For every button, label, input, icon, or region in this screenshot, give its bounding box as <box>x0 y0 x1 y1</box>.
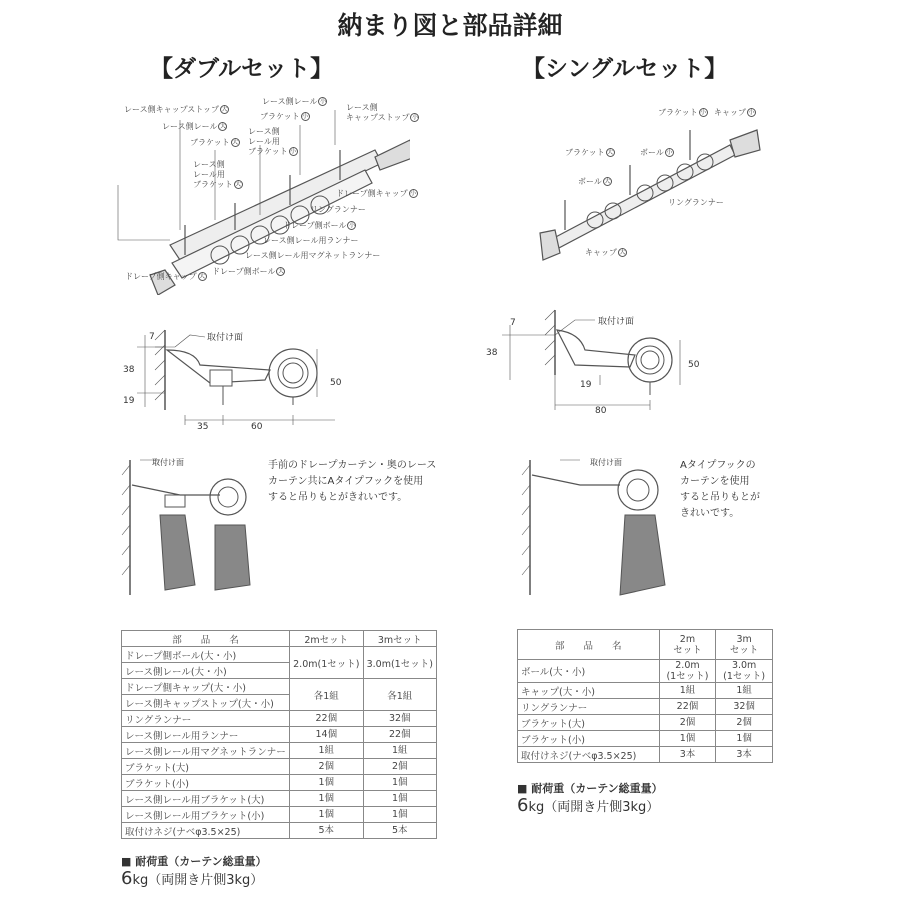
svg-text:7: 7 <box>510 318 516 328</box>
qty-3m: 5本 <box>363 823 436 839</box>
svg-text:60: 60 <box>251 422 263 432</box>
qty-3m: 22個 <box>363 727 436 743</box>
label-lace-cap-stop-large: レース側キャップストップ 大 <box>124 105 228 114</box>
table-row <box>518 731 773 747</box>
label-bracket-small: ブラケット 小 <box>260 112 309 121</box>
header-part-name: 部 品 名 <box>122 631 290 647</box>
table-row <box>122 647 437 663</box>
single-set-heading: 【シングルセット】 <box>522 56 728 82</box>
double-hook-diagram <box>120 455 265 605</box>
svg-text:取付け面: 取付け面 <box>152 458 184 467</box>
label-lace-runner: レース側レール用ランナー <box>263 236 359 245</box>
table-row <box>518 715 773 731</box>
table-row <box>518 747 773 763</box>
qty-2m: 各1組 <box>290 679 363 711</box>
table-header-row <box>518 630 773 660</box>
qty-3m: 32個 <box>716 699 773 715</box>
part-name: ブラケット(小) <box>518 731 660 747</box>
qty-2m: 1個 <box>659 731 716 747</box>
label-cap-large: キャップ 大 <box>585 248 626 257</box>
qty-3m: 1個 <box>363 775 436 791</box>
part-name: ドレープ側キャップ(大・小) <box>122 679 290 695</box>
double-hook-note: 手前のドレープカーテン・奥のレース カーテン共にAタイプフックを使用 すると吊りもとがきれいです。 <box>268 460 437 503</box>
label-lace-rail-small: レース側レール 小 <box>262 97 326 106</box>
label-lace-rail-large: レース側レール 大 <box>162 122 226 131</box>
table-row <box>122 759 437 775</box>
label-pole-large: ボール 大 <box>578 177 611 186</box>
table-row <box>122 679 437 695</box>
double-set-heading: 【ダブルセット】 <box>150 56 334 82</box>
double-parts-table <box>121 630 437 839</box>
part-name: レース側レール用ブラケット(小) <box>122 807 290 823</box>
part-name: ブラケット(小) <box>122 775 290 791</box>
qty-3m: 1個 <box>363 807 436 823</box>
qty-2m: 14個 <box>290 727 363 743</box>
part-name: レース側キャップストップ(大・小) <box>122 695 290 711</box>
header-3m: 3mセット <box>363 631 436 647</box>
header-3m: 3m セット <box>716 630 773 660</box>
qty-2m: 5本 <box>290 823 363 839</box>
qty-3m: 3本 <box>716 747 773 763</box>
table-row <box>122 807 437 823</box>
part-name: 取付けネジ(ナベφ3.5×25) <box>122 823 290 839</box>
table-row <box>122 775 437 791</box>
part-name: レース側レール(大・小) <box>122 663 290 679</box>
svg-text:7: 7 <box>149 332 155 342</box>
svg-text:35: 35 <box>197 422 209 432</box>
label-cap-small: キャップ 小 <box>714 108 755 117</box>
single-hook-diagram <box>520 455 670 605</box>
part-name: リングランナー <box>518 699 660 715</box>
part-name: ブラケット(大) <box>518 715 660 731</box>
label-drape-cap-large: ドレープ側キャップ 大 <box>125 272 206 281</box>
table-row <box>122 727 437 743</box>
qty-2m: 2個 <box>659 715 716 731</box>
label-lace-bracket-large: レース側 レール用 ブラケット 大 <box>193 160 242 189</box>
part-name: リングランナー <box>122 711 290 727</box>
label-pole-small: ボール 小 <box>640 148 673 157</box>
label-ring-runner: リングランナー <box>668 198 724 207</box>
svg-text:50: 50 <box>330 378 342 388</box>
qty-2m: 2.0m (1セット) <box>659 660 716 683</box>
double-dimension-diagram <box>115 325 355 435</box>
qty-2m: 1個 <box>290 791 363 807</box>
double-weight-value: 6kg（両開き片側3kg） <box>121 868 264 889</box>
table-header-row <box>122 631 437 647</box>
label-drape-cap-small: ドレープ側キャップ 小 <box>336 189 417 198</box>
qty-2m: 3本 <box>659 747 716 763</box>
double-weight-heading: ■ 耐荷重（カーテン総重量） <box>121 855 267 868</box>
qty-2m: 2個 <box>290 759 363 775</box>
qty-3m: 1個 <box>716 731 773 747</box>
header-2m: 2mセット <box>290 631 363 647</box>
qty-3m: 2個 <box>363 759 436 775</box>
label-drape-pole-large: ドレープ側ボール 大 <box>212 267 284 276</box>
part-name: レース側レール用ランナー <box>122 727 290 743</box>
label-bracket-large: ブラケット 大 <box>565 148 614 157</box>
svg-text:取付け面: 取付け面 <box>590 458 622 467</box>
page-title: 納まり図と部品詳細 <box>337 11 563 40</box>
qty-3m: 1組 <box>716 683 773 699</box>
part-name: ボール(大・小) <box>518 660 660 683</box>
qty-2m: 1個 <box>290 775 363 791</box>
part-name: ブラケット(大) <box>122 759 290 775</box>
table-row <box>122 791 437 807</box>
table-row <box>518 683 773 699</box>
table-row <box>122 823 437 839</box>
qty-3m: 1個 <box>363 791 436 807</box>
svg-text:80: 80 <box>595 406 607 415</box>
qty-3m: 2個 <box>716 715 773 731</box>
svg-text:19: 19 <box>123 396 135 406</box>
qty-2m: 22個 <box>659 699 716 715</box>
label-bracket-large: ブラケット 大 <box>190 138 239 147</box>
part-name: レース側レール用マグネットランナー <box>122 743 290 759</box>
single-hook-note: Aタイプフックの カーテンを使用 すると吊りもとが きれいです。 <box>680 460 760 519</box>
label-lace-cap-stop-small: レース側 キャップストップ 小 <box>346 103 418 122</box>
label-ring-runner: リングランナー <box>310 205 366 214</box>
part-name: キャップ(大・小) <box>518 683 660 699</box>
part-name: 取付けネジ(ナベφ3.5×25) <box>518 747 660 763</box>
single-dimension-diagram <box>480 305 720 415</box>
qty-2m: 22個 <box>290 711 363 727</box>
header-2m: 2m セット <box>659 630 716 660</box>
qty-3m: 各1組 <box>363 679 436 711</box>
label-lace-bracket-small: レース側 レール用 ブラケット 小 <box>248 127 297 156</box>
label-magnet-runner: レース側レール用マグネットランナー <box>245 251 381 260</box>
table-row <box>518 660 773 683</box>
single-weight-heading: ■ 耐荷重（カーテン総重量） <box>517 782 663 795</box>
label-drape-pole-small: ドレープ側ボール 小 <box>283 221 355 230</box>
svg-text:38: 38 <box>486 348 498 358</box>
header-part-name: 部 品 名 <box>518 630 660 660</box>
svg-text:38: 38 <box>123 365 135 375</box>
svg-text:取付け面: 取付け面 <box>207 333 244 343</box>
single-parts-table <box>517 629 773 763</box>
qty-3m: 3.0m(1セット) <box>363 647 436 679</box>
table-row <box>122 743 437 759</box>
label-bracket-small: ブラケット 小 <box>658 108 707 117</box>
part-name: ドレープ側ボール(大・小) <box>122 647 290 663</box>
svg-text:取付け面: 取付け面 <box>598 317 635 327</box>
table-row <box>518 699 773 715</box>
qty-3m: 32個 <box>363 711 436 727</box>
qty-2m: 2.0m(1セット) <box>290 647 363 679</box>
qty-3m: 1組 <box>363 743 436 759</box>
qty-2m: 1組 <box>659 683 716 699</box>
qty-2m: 1組 <box>290 743 363 759</box>
single-set-exploded-diagram <box>535 105 765 265</box>
qty-2m: 1個 <box>290 807 363 823</box>
svg-text:50: 50 <box>688 360 700 370</box>
qty-3m: 3.0m (1セット) <box>716 660 773 683</box>
part-name: レース側レール用ブラケット(大) <box>122 791 290 807</box>
table-row <box>122 711 437 727</box>
svg-text:19: 19 <box>580 380 592 390</box>
single-weight-value: 6kg（両開き片側3kg） <box>517 795 660 816</box>
